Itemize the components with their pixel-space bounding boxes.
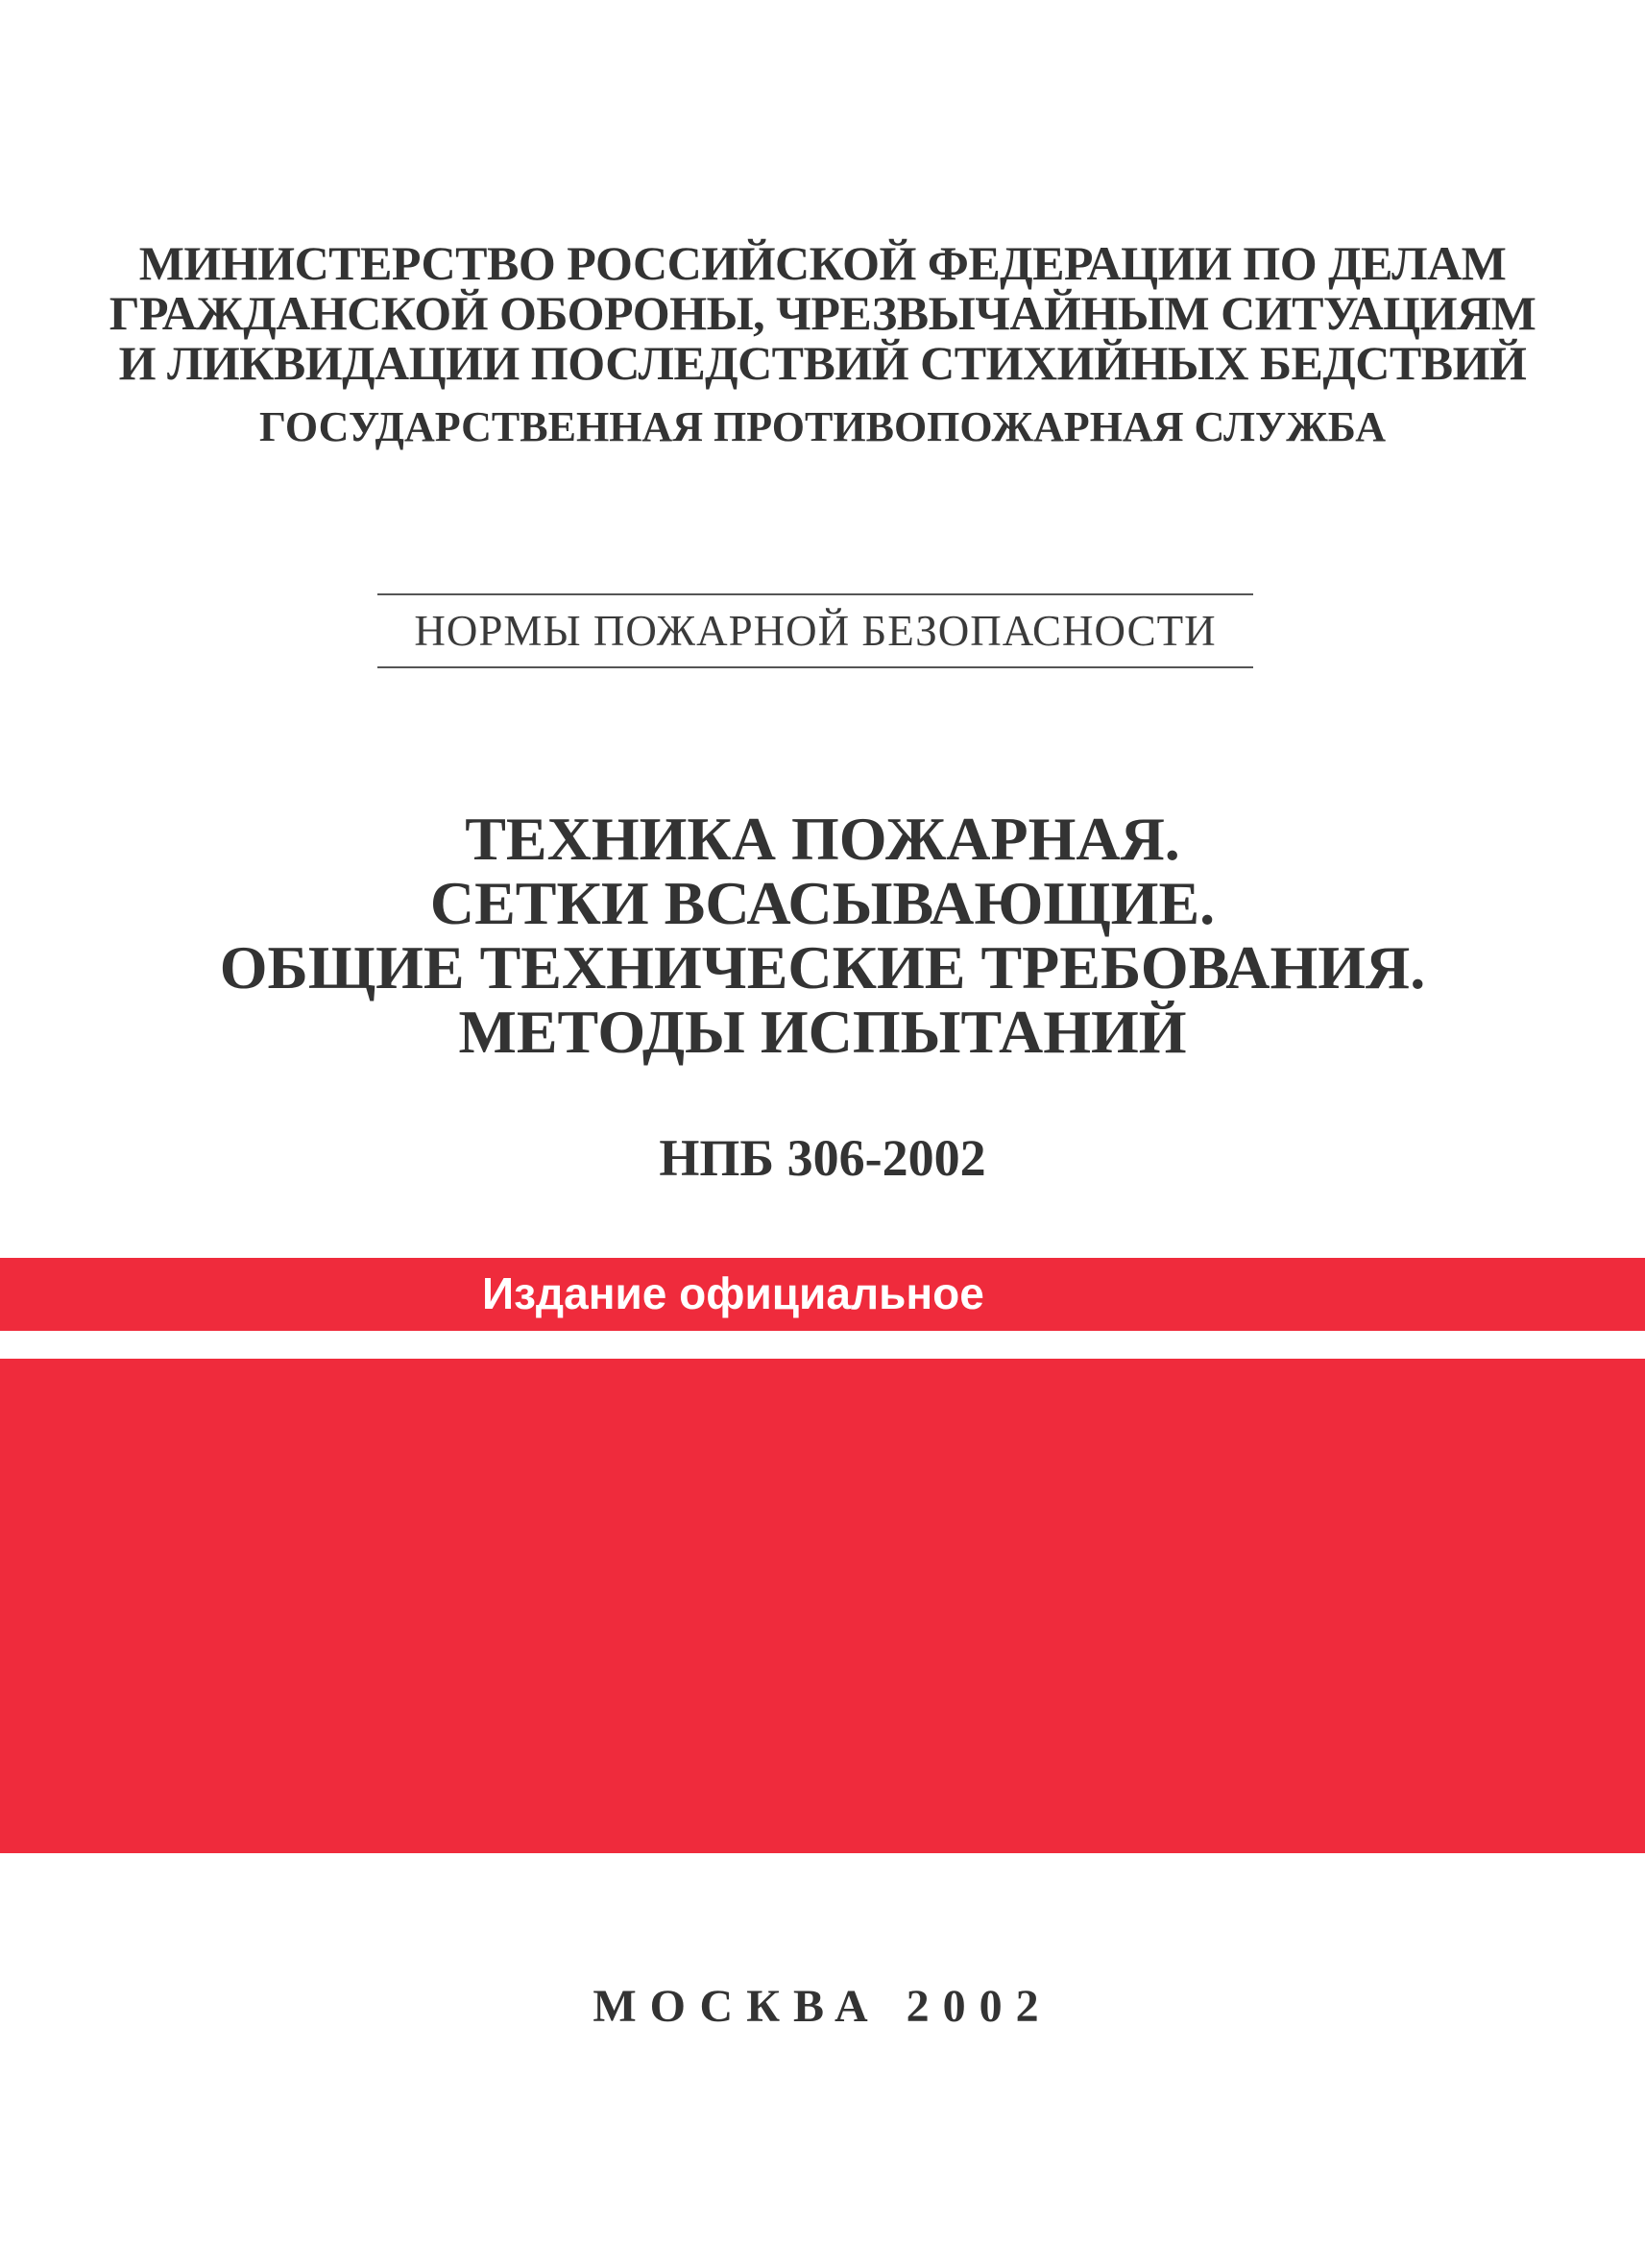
imprint: МОСКВА 2002 [593,1981,1052,2032]
ministry-line: И ЛИКВИДАЦИИ ПОСЛЕДСТВИЙ СТИХИЙНЫХ БЕДСТВИЙ [118,336,1527,390]
document-code: НПБ 306-2002 [659,1129,986,1187]
title-line: ОБЩИЕ ТЕХНИЧЕСКИЕ ТРЕБОВАНИЯ. [219,933,1426,1001]
norms-label: НОРМЫ ПОЖАРНОЙ БЕЗОПАСНОСТИ [414,607,1217,655]
ministry-line: МИНИСТЕРСТВО РОССИЙСКОЙ ФЕДЕРАЦИИ ПО ДЕЛАМ [138,236,1507,290]
document-title [0,807,1645,1064]
title-line: СЕТКИ ВСАСЫВАЮЩИЕ. [429,869,1216,937]
norms-box [377,593,1253,668]
edition-label: Издание официальное [482,1268,984,1318]
ministry-line: ГРАЖДАНСКОЙ ОБОРОНЫ, ЧРЕЗВЫЧАЙНЫМ СИТУАЦИЯМ [109,286,1536,340]
title-line: ТЕХНИКА ПОЖАРНАЯ. [465,805,1180,873]
service-name: ГОСУДАРСТВЕННАЯ ПРОТИВОПОЖАРНАЯ СЛУЖБА [258,403,1387,450]
red-band-bottom [0,1359,1645,1853]
ministry-name [0,238,1645,388]
title-line: МЕТОДЫ ИСПЫТАНИЙ [458,998,1187,1066]
